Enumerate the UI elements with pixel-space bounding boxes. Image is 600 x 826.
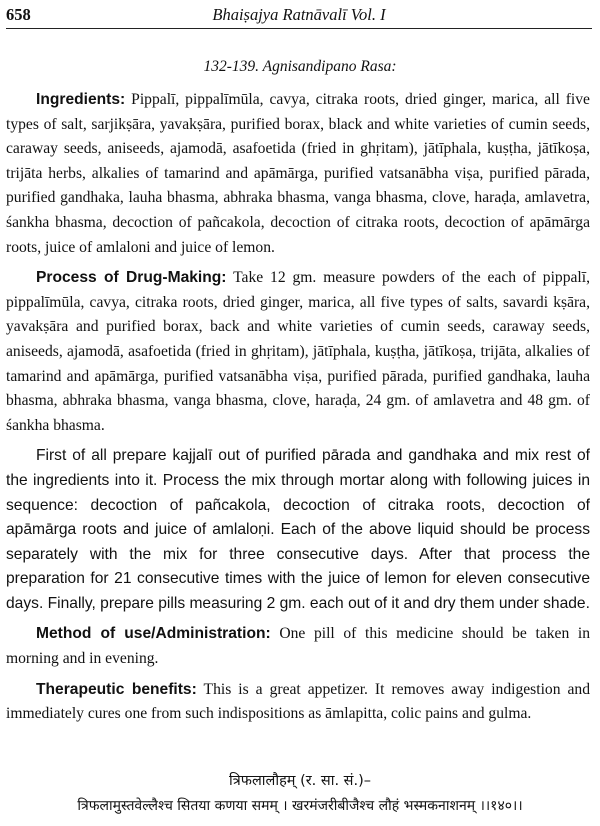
body-text — [6, 88, 590, 727]
verse-line: त्रिफलामुस्तवेल्लैश्च सितया कणया समम् । खरमंजरीबीजैश्च लौहं भस्मकनाशनम् ।।१४०।। — [77, 798, 523, 814]
preparation-text: First of all prepare kajjalī out of purified pārada and gandhaka and mix rest of the ingredients into it. Process the mix through mortar along with following juices in sequence: decoction of pañcakola, decoction of citraka roots, decoction of apāmārga roots and juice of amlaloṇi. Each of the above liquid should be process separately with the mix for three consecutive days. After that process the preparation for 21 consecutive times with the juice of lemon for eleven consecutive days. Finally, prepare pills measuring 2 gm. each out of it and dry them under shade. — [6, 447, 590, 612]
page-header — [6, 2, 592, 29]
process-paragraph — [6, 266, 590, 438]
ingredients-text: Pippalī, pippalīmūla, cavya, citraka roots, dried ginger, marica, all five types of salt, sarjikṣāra, yavakṣāra, purified borax, black and white varieties of cumin seeds, caraway seeds, aniseeds, ajamodā, asafoetida (fried in ghṛitam), jātīphala, kuṣṭha, jātīkoṣa, trijāta herbs, alkalies of tamarind and apāmārga, purified vatsanābha viṣa, purified pārada, purified gandhaka, lauha bhasma, abhraka bhasma, vanga bhasma, clove, haraḍa, amlavetra, śankha bhasma, decoction of pañcakola, decoction of citraka roots, decoction of apāmārga roots, juice of amlaloni and juice of lemon. — [6, 91, 590, 256]
method-label: Method of use/Administration: — [36, 625, 271, 643]
running-title: Bhaiṣajya Ratnāvalī Vol. I — [212, 5, 386, 24]
ingredients-paragraph — [6, 88, 590, 260]
section-title: 132-139. Agnisandipano Rasa: — [203, 58, 397, 75]
process-label: Process of Drug-Making: — [36, 269, 227, 287]
method-paragraph — [6, 622, 590, 671]
page-number: 658 — [6, 5, 31, 24]
benefits-paragraph — [6, 678, 590, 727]
benefits-text: This is a great appetizer. It removes away indigestion and immediately cures one from such indispositions as āmlapitta, colic pains and gulma. — [6, 680, 591, 723]
preparation-paragraph — [6, 444, 590, 616]
process-text: Take 12 gm. measure powders of the each of pippalī, pippalīmūla, cavya, citraka roots, dried ginger, marica, all five types of salts, savardi kṣāra, yavakṣāra and purified borax, back and white varieties of cumin seeds, caraway seeds, aniseeds, ajamodā, asafoetida (fried in ghṛitam), jātīphala, kuṣṭha, jātīkoṣa, trijāta, alkalies of tamarind and apāmārga, purified vatsanābha viṣa, purified pārada, purified gandhaka, lauha bhasma, abhraka bhasma, vanga bhasma, clove, haraḍa, 24 gm. of amlavetra and 48 gm. of śankha bhasma. — [6, 269, 590, 434]
ingredients-label: Ingredients: — [36, 91, 126, 108]
benefits-label: Therapeutic benefits: — [36, 680, 197, 698]
verse-title: त्रिफलालौहम् (र. सा. सं.)– — [229, 773, 371, 789]
method-text: One pill of this medicine should be taken in morning and in evening. — [6, 625, 591, 668]
